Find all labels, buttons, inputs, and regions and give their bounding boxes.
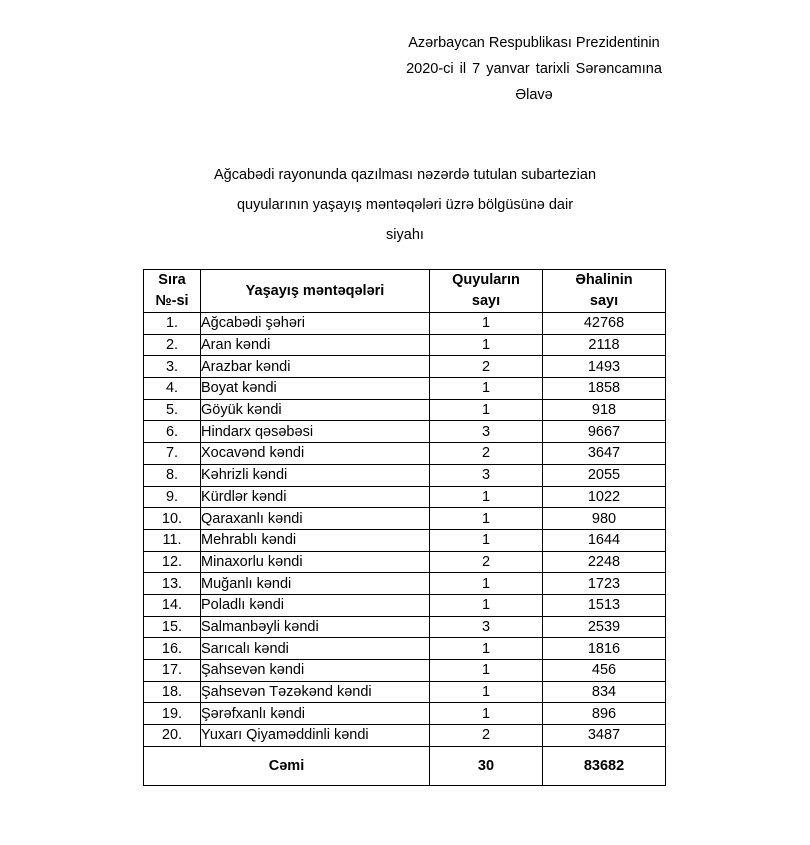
population-count: 980 (543, 508, 666, 530)
settlement-name: Muğanlı kəndi (201, 573, 430, 595)
settlement-name: Arazbar kəndi (201, 356, 430, 378)
total-row (144, 746, 666, 785)
table-row (144, 334, 666, 356)
header-number-line-2: №-si (155, 293, 189, 309)
population-count: 834 (543, 681, 666, 703)
title-line-3: siyahı (386, 227, 424, 243)
header-wells-line-1: Quyuların (452, 272, 520, 288)
population-count: 1513 (543, 594, 666, 616)
settlement-name: Hindarx qəsəbəsi (201, 421, 430, 443)
table-row (144, 616, 666, 638)
settlement-name: Qaraxanlı kəndi (201, 508, 430, 530)
population-count: 2055 (543, 464, 666, 486)
wells-count: 1 (430, 638, 543, 660)
document-title (150, 160, 660, 250)
settlement-name: Boyat kəndi (201, 378, 430, 400)
wells-count: 3 (430, 421, 543, 443)
population-count: 2118 (543, 334, 666, 356)
table-row (144, 681, 666, 703)
table-row (144, 486, 666, 508)
wells-count: 1 (430, 660, 543, 682)
row-number: 8. (144, 464, 201, 486)
population-count: 456 (543, 660, 666, 682)
title-line-1: Ağcabədi rayonunda qazılması nəzərdə tutulan subartezian (213, 167, 597, 183)
row-number: 2. (144, 334, 201, 356)
row-number: 3. (144, 356, 201, 378)
wells-count: 2 (430, 443, 543, 465)
row-number: 13. (144, 573, 201, 595)
table-row (144, 529, 666, 551)
wells-count: 2 (430, 725, 543, 747)
table-row (144, 508, 666, 530)
population-count: 3647 (543, 443, 666, 465)
settlement-name: Kürdlər kəndi (201, 486, 430, 508)
settlement-name: Şərəfxanlı kəndi (201, 703, 430, 725)
row-number: 1. (144, 313, 201, 335)
population-count: 1858 (543, 378, 666, 400)
wells-count: 1 (430, 508, 543, 530)
row-number: 15. (144, 616, 201, 638)
settlement-name: Salmanbəyli kəndi (201, 616, 430, 638)
row-number: 14. (144, 594, 201, 616)
header-population-line-2: sayı (589, 293, 619, 309)
population-count: 3487 (543, 725, 666, 747)
settlement-name: Poladlı kəndi (201, 594, 430, 616)
settlement-name: Şahsevən kəndi (201, 660, 430, 682)
title-line-2: quyularının yaşayış məntəqələri üzrə bölgüsünə dair (236, 197, 574, 213)
wells-count: 1 (430, 334, 543, 356)
wells-count: 1 (430, 313, 543, 335)
population-count: 1493 (543, 356, 666, 378)
wells-count: 2 (430, 551, 543, 573)
population-count: 2248 (543, 551, 666, 573)
table-row (144, 421, 666, 443)
settlement-name: Şahsevən Təzəkənd kəndi (201, 681, 430, 703)
table-row (144, 573, 666, 595)
header-wells (430, 270, 543, 313)
settlement-name: Xocavənd kəndi (201, 443, 430, 465)
header-population-line-1: Əhalinin (575, 272, 633, 288)
row-number: 6. (144, 421, 201, 443)
population-count: 918 (543, 399, 666, 421)
table-row (144, 703, 666, 725)
settlement-name: Ağcabədi şəhəri (201, 313, 430, 335)
table-row (144, 378, 666, 400)
header-line-2: 2020-ci il 7 yanvar tarixli Sərəncamına (406, 61, 662, 77)
wells-count: 2 (430, 356, 543, 378)
table-row (144, 443, 666, 465)
population-count: 1816 (543, 638, 666, 660)
settlement-name: Kəhrizli kəndi (201, 464, 430, 486)
settlement-name: Aran kəndi (201, 334, 430, 356)
wells-count: 1 (430, 486, 543, 508)
row-number: 12. (144, 551, 201, 573)
row-number: 20. (144, 725, 201, 747)
header-settlements (201, 270, 430, 313)
header-number (144, 270, 201, 313)
total-population: 83682 (543, 746, 666, 785)
settlement-name: Sarıcalı kəndi (201, 638, 430, 660)
settlement-name: Mehrablı kəndi (201, 529, 430, 551)
appendix-header (360, 30, 708, 108)
population-count: 1723 (543, 573, 666, 595)
row-number: 9. (144, 486, 201, 508)
row-number: 17. (144, 660, 201, 682)
population-count: 1022 (543, 486, 666, 508)
table-row (144, 594, 666, 616)
header-line-3: Əlavə (515, 87, 553, 103)
wells-count: 1 (430, 594, 543, 616)
table-row (144, 356, 666, 378)
population-count: 1644 (543, 529, 666, 551)
wells-count: 3 (430, 616, 543, 638)
header-settlements-label: Yaşayış məntəqələri (245, 282, 385, 299)
wells-count: 3 (430, 464, 543, 486)
population-count: 896 (543, 703, 666, 725)
table-row (144, 399, 666, 421)
table-row (144, 638, 666, 660)
table-body (144, 313, 666, 747)
row-number: 18. (144, 681, 201, 703)
settlement-name: Yuxarı Qiyaməddinli kəndi (201, 725, 430, 747)
total-label: Cəmi (144, 746, 430, 785)
header-wells-line-2: sayı (471, 293, 501, 309)
row-number: 5. (144, 399, 201, 421)
settlements-table (143, 269, 666, 786)
population-count: 2539 (543, 616, 666, 638)
wells-count: 1 (430, 681, 543, 703)
settlement-name: Göyük kəndi (201, 399, 430, 421)
table-row (144, 551, 666, 573)
wells-count: 1 (430, 399, 543, 421)
table-row (144, 464, 666, 486)
wells-count: 1 (430, 529, 543, 551)
wells-count: 1 (430, 703, 543, 725)
row-number: 11. (144, 529, 201, 551)
table-row (144, 660, 666, 682)
row-number: 16. (144, 638, 201, 660)
population-count: 9667 (543, 421, 666, 443)
table-row (144, 725, 666, 747)
wells-count: 1 (430, 573, 543, 595)
row-number: 4. (144, 378, 201, 400)
row-number: 10. (144, 508, 201, 530)
table-header-row (144, 270, 666, 313)
header-line-1: Azərbaycan Respublikası Prezidentinin (408, 35, 660, 51)
wells-count: 1 (430, 378, 543, 400)
table-row (144, 313, 666, 335)
header-number-line-1: Sıra (158, 272, 186, 288)
settlement-name: Minaxorlu kəndi (201, 551, 430, 573)
row-number: 19. (144, 703, 201, 725)
header-population (543, 270, 666, 313)
population-count: 42768 (543, 313, 666, 335)
row-number: 7. (144, 443, 201, 465)
total-wells: 30 (430, 746, 543, 785)
